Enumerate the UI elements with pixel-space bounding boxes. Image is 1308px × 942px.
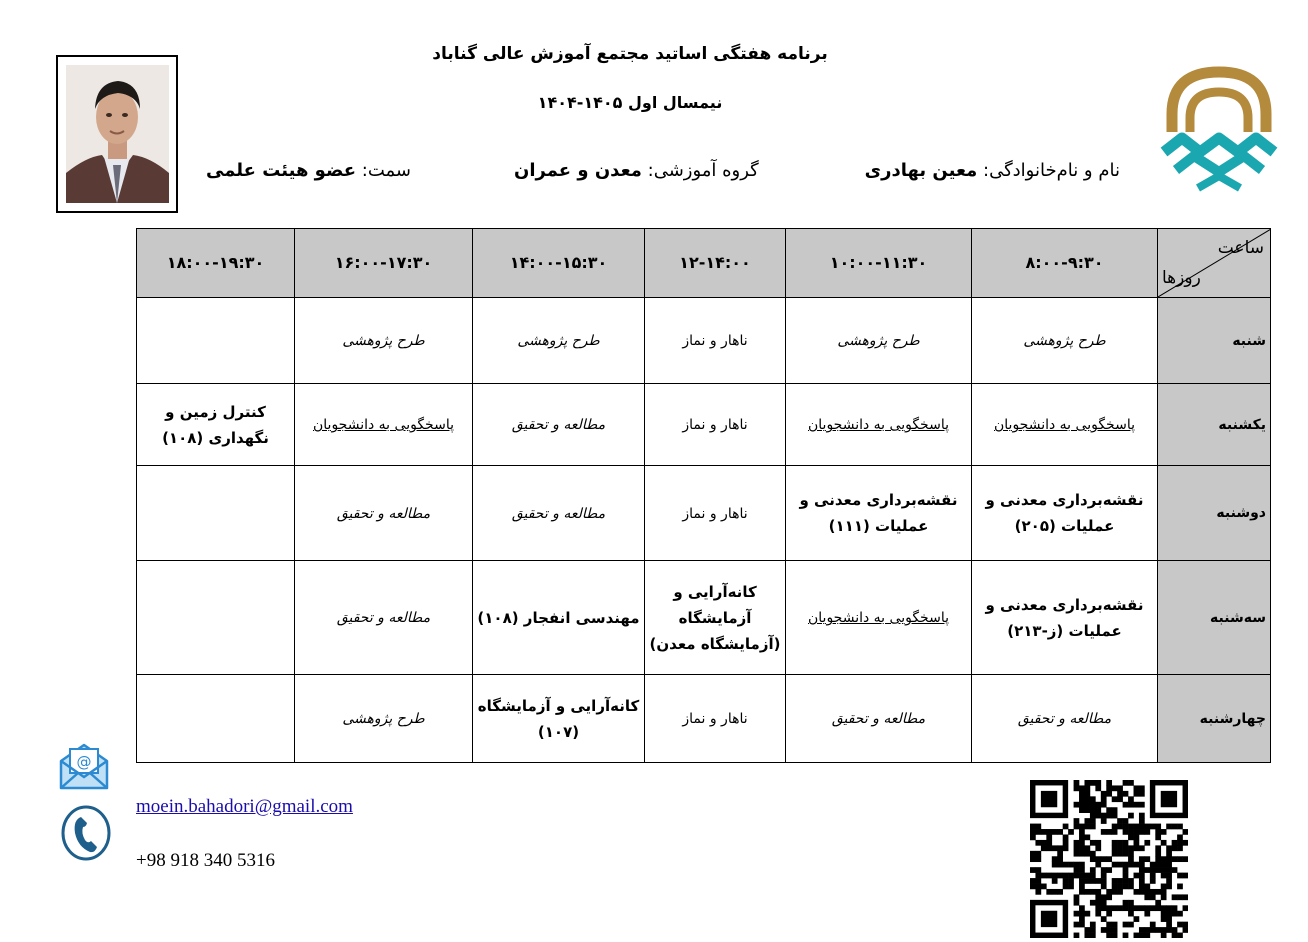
qr-code [1030,780,1188,938]
time-header: ۱۴:۰۰-۱۵:۳۰ [473,229,645,298]
phone-icon [60,805,112,861]
day-label: شنبه [1158,298,1271,384]
name-label: نام و نام‌خانوادگی: [983,160,1120,181]
schedule-cell [137,298,295,384]
position-label: سمت: [361,160,411,181]
table-row [137,561,1271,675]
day-label: چهارشنبه [1158,675,1271,763]
schedule-cell: ناهار و نماز [645,298,786,384]
schedule-cell: مطالعه و تحقیق [473,384,645,466]
instructor-name [865,160,1120,181]
schedule-cell [137,675,295,763]
schedule-cell: نقشه‌برداری معدنی و عملیات (۱۱۱) [786,466,972,561]
schedule-cell: ناهار و نماز [645,466,786,561]
table-row [137,298,1271,384]
schedule-cell: مطالعه و تحقیق [295,466,473,561]
schedule-cell: پاسخگویی به دانشجویان [972,384,1158,466]
schedule-cell: طرح پژوهشی [295,675,473,763]
schedule-cell: مطالعه و تحقیق [972,675,1158,763]
schedule-cell: طرح پژوهشی [786,298,972,384]
time-header: ۱۸:۰۰-۱۹:۳۰ [137,229,295,298]
page-title: برنامه هفتگی اساتید مجتمع آموزش عالی گناباد [432,44,828,64]
corner-days-label: روزها [1162,268,1201,288]
table-row [137,466,1271,561]
time-header: ۸:۰۰-۹:۳۰ [972,229,1158,298]
university-logo [1158,60,1280,200]
schedule-cell: پاسخگویی به دانشجویان [786,384,972,466]
svg-text:@: @ [76,753,92,771]
schedule-cell: طرح پژوهشی [295,298,473,384]
schedule-cell: نقشه‌برداری معدنی و عملیات (ز-۲۱۳) [972,561,1158,675]
time-header: ۱۶:۰۰-۱۷:۳۰ [295,229,473,298]
schedule-cell: نقشه‌برداری معدنی و عملیات (۲۰۵) [972,466,1158,561]
schedule-cell [137,466,295,561]
table-row [137,384,1271,466]
day-label: یکشنبه [1158,384,1271,466]
schedule-cell: طرح پژوهشی [473,298,645,384]
schedule-cell: پاسخگویی به دانشجویان [786,561,972,675]
name-value: معین بهادری [864,160,978,181]
schedule-cell: مطالعه و تحقیق [473,466,645,561]
email-link[interactable]: moein.bahadori@gmail.com [136,796,353,817]
corner-time-label: ساعت [1217,238,1264,258]
day-label: سه‌شنبه [1158,561,1271,675]
profile-photo [56,55,178,213]
corner-cell [1158,229,1271,298]
table-row [137,675,1271,763]
schedule-cell: مطالعه و تحقیق [786,675,972,763]
semester-label: نیمسال اول ۱۴۰۵-۱۴۰۴ [537,93,723,112]
schedule-cell: مهندسی انفجار (۱۰۸) [473,561,645,675]
weekly-schedule-table [136,228,1271,763]
day-label: دوشنبه [1158,466,1271,561]
time-header: ۱۲-۱۴:۰۰ [645,229,786,298]
email-envelope-icon [58,741,110,791]
schedule-cell: ناهار و نماز [645,675,786,763]
schedule-cell: کنترل زمین و نگهداری (۱۰۸) [137,384,295,466]
department [514,160,759,181]
header-row [137,229,1271,298]
portrait-image [66,65,169,203]
schedule-cell: کانه‌آرایی و آزمایشگاه (۱۰۷) [473,675,645,763]
schedule-cell: مطالعه و تحقیق [295,561,473,675]
group-value: معدن و عمران [514,160,642,181]
schedule-cell: پاسخگویی به دانشجویان [295,384,473,466]
schedule-cell: کانه‌آرایی و آزمایشگاه (آزمایشگاه معدن) [645,561,786,675]
phone-number: +98 918 340 5316 [136,850,275,871]
time-header: ۱۰:۰۰-۱۱:۳۰ [786,229,972,298]
schedule-cell [137,561,295,675]
group-label: گروه آموزشی: [647,160,759,181]
schedule-cell: ناهار و نماز [645,384,786,466]
position [206,160,411,181]
schedule-cell: طرح پژوهشی [972,298,1158,384]
position-value: عضو هیئت علمی [206,160,357,181]
